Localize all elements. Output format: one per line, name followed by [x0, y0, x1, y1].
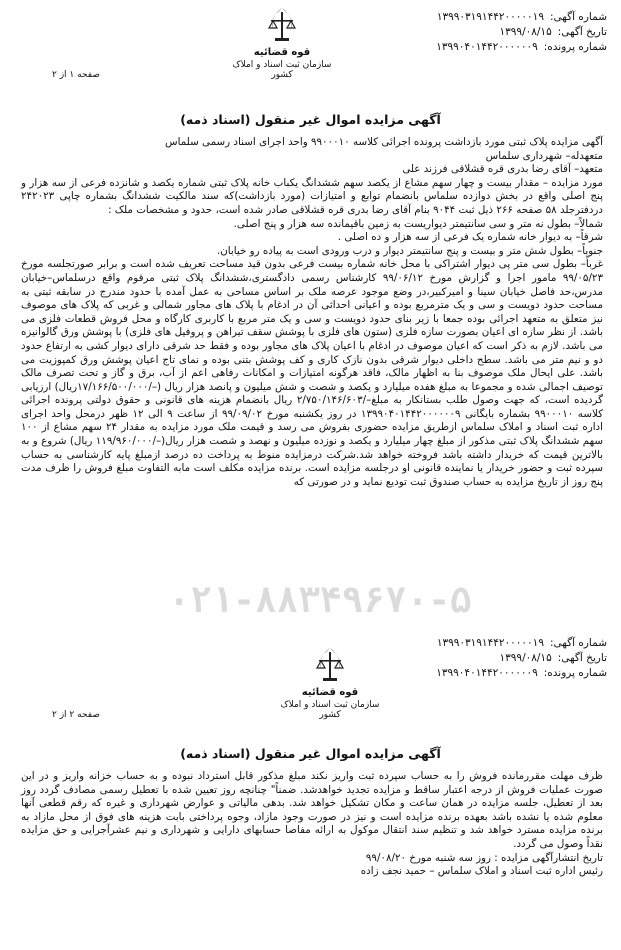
notice-meta [436, 10, 607, 55]
judiciary-emblem: قوه قضائیه سازمان ثبت اسناد و املاک کشور [227, 6, 337, 80]
notice-paragraph: شرقاً– به دیوار خانه شماره یک فرعی از سه هزار و ده اصلی . [337, 231, 603, 244]
scales-of-justice-icon [264, 6, 300, 46]
notice-title: آگهی مزایده اموال غیر منقول (اسناد ذمه) [180, 112, 441, 127]
notice-meta [436, 636, 607, 681]
notice-paragraph: متعهد– آقای رضا بدری قره قشلاقی فرزند علی [402, 163, 603, 176]
notice-paragraph: شمالاً– بطول نه متر و سی سانتیمتر دیواریست به زمین باقیمانده سه هزار و پنج اصلی. [233, 217, 603, 230]
publish-date-line: تاریخ انتشارآگهی مزایده : روز سه شنبه مورخ ۹۹/۰۸/۲۰ [365, 851, 603, 864]
notice-number-value: ۱۳۹۹۰۳۱۹۱۴۴۲۰۰۰۰۰۱۹ [436, 637, 544, 649]
notice-paragraph: مورد مزایده – مقدار بیست و چهار سهم مشاع از یکصد سهم ششدانگ یکباب خانه پلاک ثبتی شماره یکصد و شانزده فرعی از سه هزار و پنج اصلی واقع در بخش دوازده سلماس بانضمام توابع و امتیازات (مورد بازداشت)که سند مالکیت ششدانگ بشماره چاپی ۲۴۲۰۲۳ دردفترجلد ۵۸ صفحه ۲۶۶ ذیل ثبت ۹۰۴۴ بنام آقای رضا بدری قره قشلاقی صادر شده است، حدود و مشخصات ملک : [21, 176, 603, 216]
page-number: صفحه ۱ از ۲ [52, 70, 100, 80]
file-number-value: ۱۳۹۹۰۴۰۱۴۴۲۰۰۰۰۰۰۹ [436, 667, 538, 679]
notice-date-row: تاریخ آگهی:۱۳۹۹/۰۸/۱۵ [499, 26, 607, 38]
notice-number-row: شماره آگهی:۱۳۹۹۰۳۱۹۱۴۴۲۰۰۰۰۰۱۹ [436, 637, 607, 649]
notice-page-2 [0, 628, 621, 950]
notice-paragraph: جنوباً– بطول شش متر و بیست و پنج سانتیمتر دیوار و درب ورودی است به پیاده رو خیابان. [216, 244, 603, 257]
file-number-row: شماره پرونده:۱۳۹۹۰۴۰۱۴۴۲۰۰۰۰۰۰۹ [436, 667, 607, 679]
signature-line: رئیس اداره ثبت اسناد و املاک سلماس – حمید نجف زاده [360, 865, 603, 878]
file-number-row: شماره پرونده:۱۳۹۹۰۴۰۱۴۴۲۰۰۰۰۰۰۹ [436, 41, 607, 53]
notice-paragraph: ظرف مهلت مقررمانده فروش را به حساب سپرده ثبت واریز نکند مبلغ مذکور قابل استرداد نبوده و به حساب خزانه واریز و در این صورت عملیات فروش از درجه اعتبار ساقط و مزایده تجدید خواهدشد. ضمناً" چنانچه روز تعیین شده با تعطیل رسمی مصادف گردد روز بعد از تعطیل، جلسه مزایده در همان ساعت و مکان تشکیل خواهد شد. بدهی مالیاتی و عوارض شهرداری و غیره که رقم قطعی آنها معلوم شده یا نشده باشد بعهده برنده مزایده است و نیز در صورت وجود مازاد، وجوه پرداختی بابت هزینه های فوق از محل مازاد به برنده مزایده مسترد خواهد شد و تنظیم سند انتقال موکول به ارائه مفاصا حسابهای دارایی و شهرداری و نیم عشرآجرایی و حق مزایده نقداً وصول می گردد. [21, 770, 603, 850]
scales-of-justice-icon [312, 646, 348, 686]
notice-paragraph: متعهدله– شهرداری سلماس [485, 149, 603, 162]
file-number-value: ۱۳۹۹۰۴۰۱۴۴۲۰۰۰۰۰۰۹ [436, 41, 538, 53]
judiciary-emblem: قوه قضائیه سازمان ثبت اسناد و املاک کشور [275, 646, 385, 720]
notice-date-value: ۱۳۹۹/۰۸/۱۵ [499, 652, 552, 664]
notice-number-value: ۱۳۹۹۰۳۱۹۱۴۴۲۰۰۰۰۰۱۹ [436, 11, 544, 23]
notice-paragraph: آگهی مزایده پلاک ثبتی مورد بازداشت پرونده اجرائی کلاسه ۹۹۰۰۰۱۰ واحد اجرای اسناد رسمی سلماس [165, 136, 603, 148]
notice-body [21, 136, 603, 489]
notice-body [21, 770, 603, 879]
notice-date-value: ۱۳۹۹/۰۸/۱۵ [499, 26, 552, 38]
notice-title: آگهی مزایده اموال غیر منقول (اسناد ذمه) [180, 746, 441, 761]
notice-number-row: شماره آگهی:۱۳۹۹۰۳۱۹۱۴۴۲۰۰۰۰۰۱۹ [436, 11, 607, 23]
notice-paragraph: غرباً– بطول سی متر پی دیوار اشتراکی با محل خانه شماره بیست فرعی بدون قید مساحت تعریف شده است و برابر صورتجلسه مورخ ۹۹/۰۵/۲۳ مامور اجرا و گزارش مورخ ۹۹/۰۶/۱۲ کارشناس رسمی دادگستری،ششدانگ پلاک ثبتی مرقوم واقع درسلماس–خیابان مدرس،حد فاصل خیابان سینا و امیرکبیر،در وضع موجود عرصه ملک بر اساس مساحی به عمل آمده با حدود مندرج در سابقه ثبتی به مساحت حدود دویست و سی و یک مترمربع بوده و اعیانی احداثی آن در ادغام با پلاک های مجاور شمالی و غربی که پلاک های موصوف نیز متعلق به متعهد اجرائی بوده جمعا با زیر بنای حدود دویست و سی و یک متر مربع با کاربری کارگاه و محل فروش قطعات فلزی می باشد. از نظر سازه ای اعیان بصورت سازه فلزی (ستون های فلزی با پوشش سقف تیراهن و پروفیل های فلزی) با پوشش ورق گالوانیزه می باشد. لازم به ذکر است که اعیان موصوف در ادغام با اعیان پلاک های مجاور بوده و فقط حد شرقی دارای دیوار کشی به ارتفاع حدود دو و نیم متر می باشد. سطح داخلی دیوار شرقی بدون نازک کاری و کف پوشش بتنی بوده و نمای تاج اعیان پوشش ورق کمپوزیت می باشد. علی ایحال ملک موصوف بنا به اظهار مالک، فاقد هرگونه امتیازات و امکانات رفاهی اعم از آب، برق و گاز و تحت تصرف مالک توصیف اجمالی شده و مجموعا به مبلغ هفده میلیارد و یکصد و شصت و شش میلیون و پانصد هزار ریال (–/۱۷/۱۶۶/۵۰۰/۰۰۰ریال) ارزیابی گردیده است، که جهت وصول طلب بستانکار به مبلغ–/۲/۷۵۰/۱۴۶/۶۰۳ ریال بانضمام هزینه های قانونی و حقوق دولتی پرونده اجرائی کلاسه ۹۹۰۰۰۱۰ بشماره بایگانی ۱۳۹۹۰۴۰۱۴۴۲۰۰۰۰۰۰۹ در روز یکشنبه مورخ ۹۹/۰۹/۰۲ از ساعت ۹ الی ۱۲ ظهر درمحل واحد اجرای اداره ثبت اسناد و املاک سلماس ازطریق مزایده حضوری بفروش می رسد و قیمت ملک مورد مزایده به مقدار ۲۴ سهم مشاع از ۱۰۰ سهم ششدانگ پلاک ثبتی مذکور از مبلغ چهار میلیارد و یکصد و نوزده میلیون و نهصد و شصت هزار ریال(–/۱۱۹/۹۶۰/۰۰۰ ریال) شروع و به بالاترین قیمت که خریدار داشته باشد فروخته خواهد شد.شرکت درمزایده منوط به پرداخت ده درصد ازمبلغ پایه کارشناسی به حساب سپرده ثبت و حضور خریدار یا نماینده قانونی او درجلسه مزایده است. برنده مزایده مکلف است مابه التفاوت مبلغ فروش را ظرف مدت پنج روز از تاریخ مزایده به حساب صندوق ثبت تودیع نماید و در صورتی که [21, 258, 603, 488]
page-number: صفحه ۲ از ۲ [52, 710, 100, 720]
notice-date-row: تاریخ آگهی:۱۳۹۹/۰۸/۱۵ [499, 652, 607, 664]
phone-watermark: ۰۲۱-۸۸۳۴۹۶۷۰-۵ [168, 580, 472, 621]
